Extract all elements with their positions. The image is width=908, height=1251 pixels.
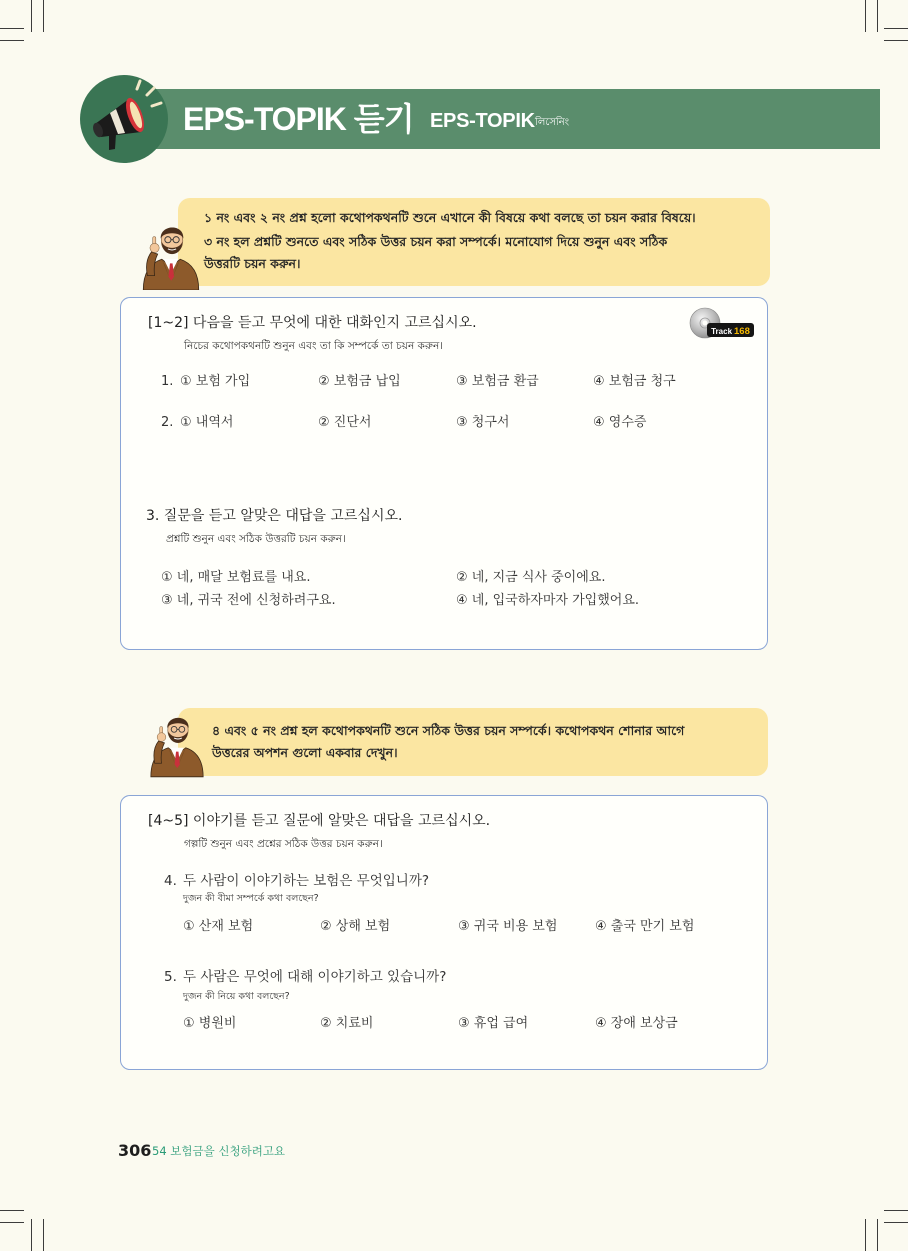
megaphone-icon	[79, 74, 169, 164]
track-badge	[707, 323, 754, 337]
answer-option: ② 진단서	[318, 415, 372, 430]
section-instruction-bengali: গল্পটি শুনুন এবং প্রশ্নের সঠিক উত্তর চয়ন করুন।	[184, 838, 383, 850]
crop-mark	[43, 1219, 44, 1251]
answer-option: ③ 보험금 환급	[456, 374, 539, 389]
track-label: Track	[711, 327, 733, 336]
answer-option: ④ 보험금 청구	[593, 374, 676, 389]
guide-text-line: ১ নং এবং ২ নং প্রশ্ন হলো কথোপকথনটি শুনে এখানে কী বিষয়ে কথা বলছে তা চয়ন করার বিষয়ে।	[204, 210, 696, 225]
question-number: 1.	[161, 374, 174, 389]
question-text: 두 사람이 이야기하는 보험은 무엇입니까?	[183, 873, 430, 889]
answer-option: ② 보험금 납입	[318, 374, 401, 389]
crop-mark	[0, 1222, 24, 1223]
answer-option: ④ 영수증	[593, 415, 647, 430]
teacher-illustration	[146, 702, 208, 778]
crop-mark	[0, 28, 24, 29]
question-title-bengali: প্রশ্নটি শুনুন এবং সঠিক উত্তরটি চয়ন করুন।	[166, 533, 346, 545]
guide-text-line: ৪ এবং ৫ নং প্রশ্ন হল কথোপকথনটি শুনে সঠিক উত্তর চয়ন সম্পর্কে। কথোপকথন শোনার আগে	[212, 723, 685, 738]
answer-option: ① 산재 보험	[183, 919, 254, 934]
question-text-bengali: দুজন কী বীমা সম্পর্কে কথা বলছেন?	[183, 893, 319, 904]
crop-mark	[0, 1210, 24, 1211]
question-title: 3. 질문을 듣고 알맞은 대답을 고르십시오.	[146, 508, 403, 524]
answer-option: ③ 네, 귀국 전에 신청하려구요.	[161, 593, 336, 608]
crop-mark	[877, 1219, 878, 1251]
section-instruction-bengali: নিচের কথোপকথনটি শুনুন এবং তা কি সম্পর্কে তা চয়ন করুন।	[184, 340, 443, 352]
guide-text-line: উত্তরটি চয়ন করুন।	[204, 256, 301, 271]
answer-option: ① 보험 가입	[180, 374, 251, 389]
guide-text-line: ৩ নং হল প্রশ্নটি শুনতে এবং সঠিক উত্তর চয়ন করা সম্পর্কে। মনোযোগ দিয়ে শুনুন এবং সঠিক	[204, 234, 668, 249]
question-box-1-2-3	[120, 297, 768, 650]
answer-option: ① 내역서	[180, 415, 234, 430]
answer-option: ② 치료비	[320, 1016, 374, 1031]
answer-option: ② 상해 보험	[320, 919, 391, 934]
crop-mark	[31, 1219, 32, 1251]
crop-mark	[0, 40, 24, 41]
answer-option: ④ 네, 입국하자마자 가입했어요.	[456, 593, 640, 608]
crop-mark	[884, 40, 908, 41]
answer-option: ① 병원비	[183, 1016, 237, 1031]
section-instruction: [1~2] 다음을 듣고 무엇에 대한 대화인지 고르십시오.	[148, 315, 477, 331]
guide-box	[178, 708, 768, 776]
answer-option: ④ 출국 만기 보험	[595, 919, 695, 934]
section-instruction: [4~5] 이야기를 듣고 질문에 알맞은 대답을 고르십시오.	[148, 813, 491, 829]
question-number: 4.	[164, 873, 177, 889]
answer-option: ① 네, 매달 보험료를 내요.	[161, 570, 311, 585]
question-text: 두 사람은 무엇에 대해 이야기하고 있습니까?	[183, 969, 447, 985]
crop-mark	[884, 28, 908, 29]
crop-mark	[884, 1210, 908, 1211]
crop-mark	[31, 0, 32, 32]
page-number: 306	[118, 1141, 152, 1160]
crop-mark	[884, 1222, 908, 1223]
answer-option: ④ 장애 보상금	[595, 1016, 678, 1031]
guide-box	[178, 198, 770, 286]
crop-mark	[865, 0, 866, 32]
chapter-title: 54 보험금을 신청하려고요	[152, 1144, 286, 1158]
teacher-illustration	[138, 212, 204, 290]
question-text-bengali: দুজন কী নিয়ে কথা বলছেন?	[183, 991, 290, 1002]
page-subtitle-bengali: লিসেনিং	[535, 117, 570, 128]
crop-mark	[43, 0, 44, 32]
question-box-4-5	[120, 795, 768, 1070]
answer-option: ③ 귀국 비용 보험	[458, 919, 558, 934]
answer-option: ② 네, 지금 식사 중이에요.	[456, 570, 606, 585]
page-title: EPS-TOPIK 듣기	[183, 101, 414, 137]
answer-option: ③ 휴업 급여	[458, 1016, 529, 1031]
crop-mark	[865, 1219, 866, 1251]
guide-text-line: উত্তরের অপশন গুলো একবার দেখুন।	[212, 745, 398, 760]
question-number: 2.	[161, 415, 174, 430]
track-number: 168	[734, 326, 750, 337]
crop-mark	[877, 0, 878, 32]
answer-option: ③ 청구서	[456, 415, 510, 430]
page-subtitle: EPS-TOPIK	[430, 110, 535, 132]
question-number: 5.	[164, 969, 177, 985]
